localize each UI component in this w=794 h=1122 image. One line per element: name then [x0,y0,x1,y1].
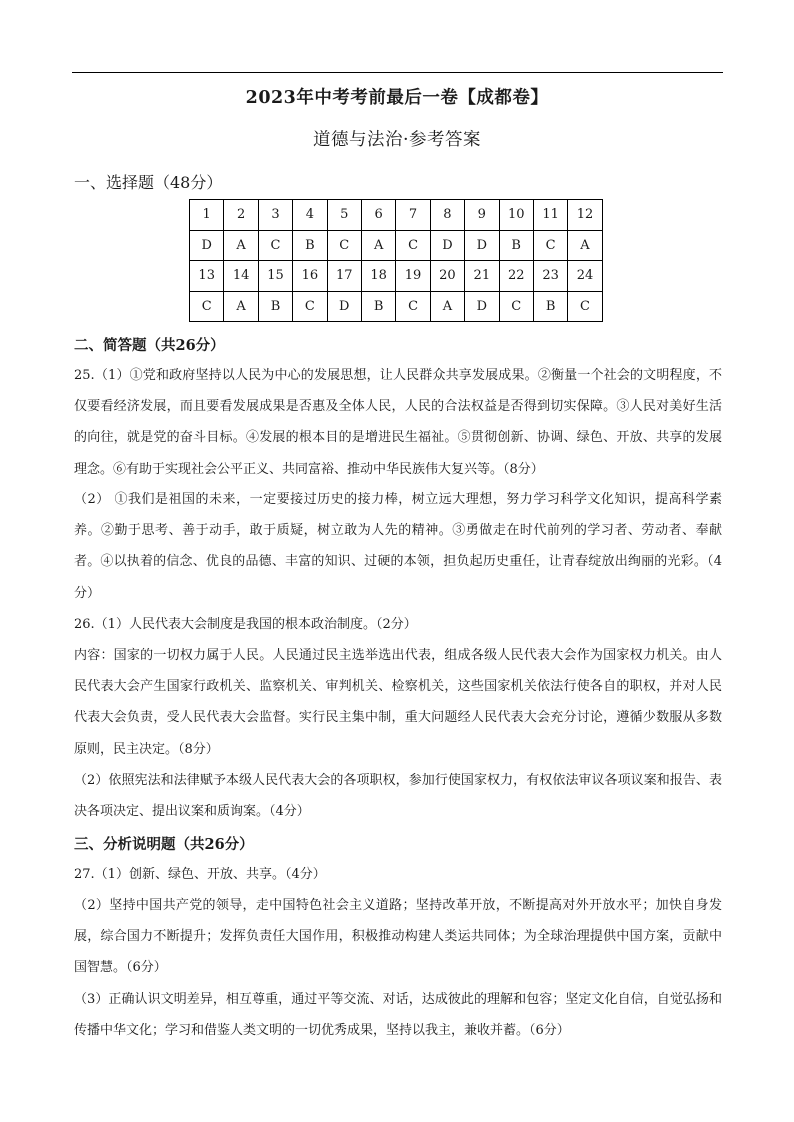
answer-table-cell: B [533,291,567,322]
answer-table [189,199,603,322]
answer-table-cell: 1 [190,200,224,231]
answer-text: 26.（1）人民代表大会制度是我国的根本政治制度。（2分） [74,617,417,632]
section-1-heading: 一、选择题（48分） [74,173,223,192]
answer-table-row [190,200,603,231]
answer-table-cell: 23 [533,261,567,292]
section-3-heading: 三、分析说明题（共26分） [74,836,254,853]
answer-27-3 [74,984,722,1046]
answer-text: （3）正确认识文明差异，相互尊重，通过平等交流、对话，达成彼此的理解和包容；坚定文化自信，自觉弘扬和传播中华文化；学习和借鉴人类文明的一切优秀成果，坚持以我主，兼收并蓄。（6分） [74,992,722,1039]
answer-table-cell: C [396,291,430,322]
answer-table-cell: D [465,230,499,261]
answer-table-cell: 17 [327,261,361,292]
answer-table-cell: 21 [465,261,499,292]
answer-table-cell: B [293,230,327,261]
answer-text: （2）依照宪法和法律赋予本级人民代表大会的各项职权，参加行使国家权力，有权依法审议各项议案和报告、表决各项决定、提出议案和质询案。（4分） [74,773,722,820]
page-subtitle: 道德与法治·参考答案 [312,130,482,150]
answer-26-content [74,640,722,765]
answer-table-cell: C [190,291,224,322]
answer-table-cell: 4 [293,200,327,231]
answer-table-cell: C [533,230,567,261]
answer-table-cell: 9 [465,200,499,231]
answer-table-cell: D [465,291,499,322]
answer-table-cell: C [327,230,361,261]
answer-text: （2）坚持中国共产党的领导，走中国特色社会主义道路；坚持改革开放，不断提高对外开放水平；加快自身发展，综合国力不断提升；发挥负责任大国作用，积极推动构建人类运共同体；为全球治理提供中国方案，贡献中国智慧。（6分） [74,898,722,976]
answer-table-cell: 6 [361,200,395,231]
section-2-heading: 二、简答题（共26分） [74,337,225,354]
answer-text: 25.（1）①党和政府坚持以人民为中心的发展思想，让人民群众共享发展成果。②衡量一个社会的文明程度，不仅要看经济发展，而且要看发展成果是否惠及全体人民，人民的合法权益是否得到切实保障。③人民对美好生活的向往，就是党的奋斗目标。④发展的根本目的是增进民生福祉。⑤贯彻创新、协调、绿色、开放、共享的发展理念。⑥有助于实现社会公平正义、共同富裕、推动中华民族伟大复兴等。（8分） [74,368,722,477]
answer-table-cell: 14 [224,261,258,292]
answer-table-cell: A [430,291,464,322]
answer-table-row [190,291,603,322]
answer-table-row [190,261,603,292]
answer-table-cell: 15 [258,261,292,292]
answer-table-cell: C [396,230,430,261]
answer-table-cell: 8 [430,200,464,231]
answer-table-cell: 3 [258,200,292,231]
answer-25-2 [74,484,722,609]
answer-text: （2） ①我们是祖国的未来，一定要接过历史的接力棒，树立远大理想，努力学习科学文化知识，提高科学素养。②勤于思考、善于动手，敢于质疑，树立敢为人先的精神。③勇做走在时代前列的学习者、劳动者、奉献者。④以执着的信念、优良的品德、丰富的知识、过硬的本领，担负起历史重任，让青春绽放出绚丽的光彩。（4分） [74,492,722,601]
answer-table-cell: B [258,291,292,322]
answer-25-1 [74,360,722,485]
answer-table-cell: 10 [499,200,533,231]
answer-table-row [190,230,603,261]
answer-table-cell: 16 [293,261,327,292]
answer-table-cell: 20 [430,261,464,292]
answer-table-cell: 5 [327,200,361,231]
page-title: 2023年中考考前最后一卷【成都卷】 [245,88,549,108]
answer-table-cell: D [327,291,361,322]
answer-text: 27.（1）创新、绿色、开放、共享。（4分） [74,867,326,882]
answer-table-cell: A [224,230,258,261]
answer-table-cell: D [190,230,224,261]
answer-table-cell: C [293,291,327,322]
answer-table-cell: C [568,291,602,322]
answer-table-cell: 2 [224,200,258,231]
answer-table-cell: 19 [396,261,430,292]
answer-27-1 [74,859,722,890]
answer-27-2 [74,890,722,984]
answer-table-cell: A [361,230,395,261]
answer-table-cell: C [258,230,292,261]
answer-table-cell: 11 [533,200,567,231]
answer-table-cell: B [499,230,533,261]
answer-table-cell: D [430,230,464,261]
answer-table-cell: 12 [568,200,602,231]
answer-table-cell: C [499,291,533,322]
answer-table-cell: 22 [499,261,533,292]
answer-table-cell: 7 [396,200,430,231]
answer-text: 内容：国家的一切权力属于人民。人民通过民主选举选出代表，组成各级人民代表大会作为国家权力机关。由人民代表大会产生国家行政机关、监察机关、审判机关、检察机关，这些国家机关依法行使各自的职权，并对人民代表大会负责，受人民代表大会监督。实行民主集中制，重大问题经人民代表大会充分讨论，遵循少数服从多数原则，民主决定。（8分） [74,648,722,757]
answer-26-1 [74,609,722,640]
answer-table-cell: B [361,291,395,322]
answer-table-cell: 24 [568,261,602,292]
top-rule [72,72,723,73]
answer-26-2 [74,765,722,827]
answer-table-cell: 13 [190,261,224,292]
answer-table-cell: 18 [361,261,395,292]
answer-table-cell: A [224,291,258,322]
answer-table-cell: A [568,230,602,261]
